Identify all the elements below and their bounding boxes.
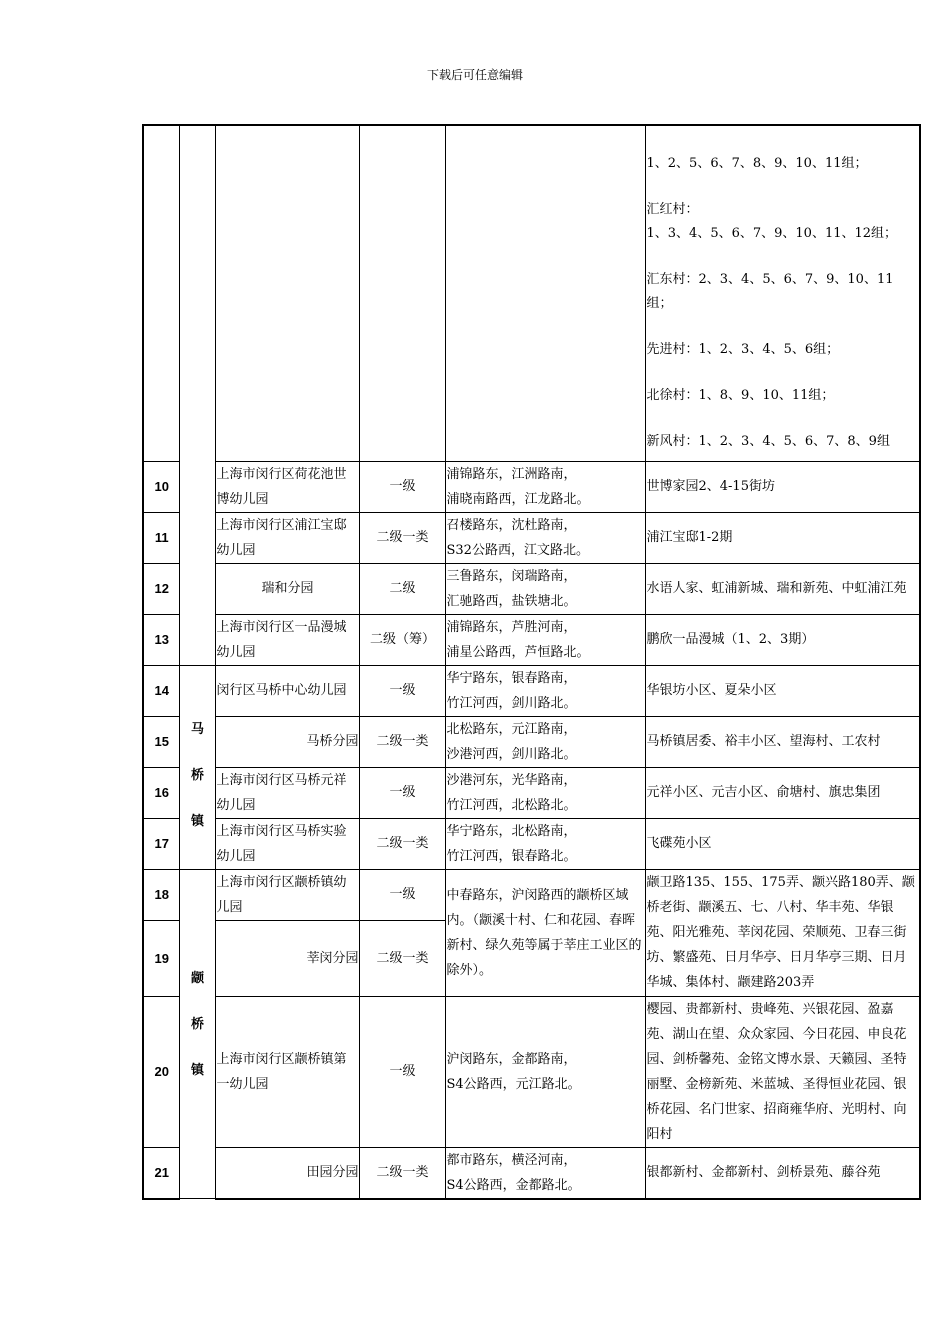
enrollment-scope: 都市路东，横泾河南， S4公路西，金都路北。 — [445, 1147, 645, 1199]
enrollment-scope: 三鲁路东，闵瑞路南， 汇驰路西，盐铁塘北。 — [445, 563, 645, 614]
zone-group-1: 1、2、5、6、7、8、9、10、11组； — [646, 155, 868, 171]
row-number: 21 — [143, 1147, 179, 1199]
table-row — [143, 1147, 920, 1199]
kindergarten-name: 上海市闵行区一品漫城幼儿园 — [215, 614, 359, 665]
kindergarten-level: 二级一类 — [359, 920, 445, 996]
level-cell-empty — [359, 125, 445, 461]
zone-group-xinfeng: 新风村：1、2、3、4、5、6、7、8、9组 — [646, 433, 890, 449]
residential-zone: 华银坊小区、夏朵小区 — [645, 665, 920, 716]
residential-zone: 飞碟苑小区 — [645, 818, 920, 869]
kindergarten-name: 上海市闵行区马桥实验幼儿园 — [215, 818, 359, 869]
table-row — [143, 869, 920, 920]
kindergarten-level: 二级一类 — [359, 512, 445, 563]
residential-zone: 水语人家、虹浦新城、瑞和新苑、中虹浦江苑 — [645, 563, 920, 614]
row-number: 19 — [143, 920, 179, 996]
row-number: 13 — [143, 614, 179, 665]
table-row — [143, 767, 920, 818]
enrollment-scope: 北松路东，元江路南， 沙港河西，剑川路北。 — [445, 716, 645, 767]
kindergarten-name: 闵行区马桥中心幼儿园 — [215, 665, 359, 716]
row-number: 16 — [143, 767, 179, 818]
row-number: 15 — [143, 716, 179, 767]
row-number: 14 — [143, 665, 179, 716]
name-cell-empty — [215, 125, 359, 461]
table-row — [143, 716, 920, 767]
scope-cell-empty — [445, 125, 645, 461]
residential-zone: 元祥小区、元吉小区、俞塘村、旗忠集团 — [645, 767, 920, 818]
kindergarten-level: 一级 — [359, 767, 445, 818]
enrollment-scope: 华宁路东，银春路南， 竹江河西，剑川路北。 — [445, 665, 645, 716]
kindergarten-level: 二级（筹） — [359, 614, 445, 665]
row-number: 11 — [143, 512, 179, 563]
residential-zone: 浦江宝邸1-2期 — [645, 512, 920, 563]
zone-group-beixu: 北徐村：1、8、9、10、11组； — [646, 387, 835, 403]
row-number: 18 — [143, 869, 179, 920]
enrollment-scope: 浦锦路东，江洲路南， 浦晓南路西，江龙路北。 — [445, 461, 645, 512]
kindergarten-level: 一级 — [359, 665, 445, 716]
row-number: 12 — [143, 563, 179, 614]
residential-zone: 马桥镇居委、裕丰小区、望海村、工农村 — [645, 716, 920, 767]
table-row — [143, 563, 920, 614]
table-row — [143, 818, 920, 869]
table-row — [143, 512, 920, 563]
row-number: 17 — [143, 818, 179, 869]
row-number: 20 — [143, 996, 179, 1147]
zone-group-huidong: 汇东村：2、3、4、5、6、7、9、10、11组； — [646, 271, 894, 311]
enrollment-scope: 沪闵路东，金都路南， S4公路西，元江路北。 — [445, 996, 645, 1147]
row-number: 10 — [143, 461, 179, 512]
kindergarten-zone-table — [142, 124, 921, 1200]
kindergarten-name: 上海市闵行区马桥元祥幼儿园 — [215, 767, 359, 818]
kindergarten-level: 一级 — [359, 996, 445, 1147]
zone-group-xianjin: 先进村：1、2、3、4、5、6组； — [646, 341, 840, 357]
kindergarten-level: 二级 — [359, 563, 445, 614]
residential-zone-merged: 颛卫路135、155、175弄、颛兴路180弄、颛桥老街、颛溪五、七、八村、华丰苑、华银苑、阳光雅苑、莘闵花园、荣顺苑、卫春三街坊、繁盛苑、日月华亭、日月华亭三期、日月华城、集体村、颛建路203弄 — [645, 869, 920, 996]
residential-zone: 樱园、贵都新村、贵峰苑、兴银花园、盈嘉苑、湖山在望、众众家园、今日花园、申良花园、剑桥馨苑、金铭文博水景、天籁园、圣特丽墅、金榜新苑、米蓝城、圣得恒业花园、银桥花园、名门世家、招商雍华府、光明村、向阳村 — [645, 996, 920, 1147]
table-row — [143, 996, 920, 1147]
page-header-note: 下载后可任意编辑 — [426, 68, 523, 82]
enrollment-scope: 召楼路东，沈杜路南， S32公路西，江文路北。 — [445, 512, 645, 563]
residential-zone: 鹏欣一品漫城（1、2、3期） — [645, 614, 920, 665]
table-row-continued — [143, 125, 920, 461]
num-cell-empty — [143, 125, 179, 461]
kindergarten-name: 莘闵分园 — [215, 920, 359, 996]
kindergarten-name: 上海市闵行区荷花池世博幼儿园 — [215, 461, 359, 512]
town-cell-zhuanqiao: 颛 桥 镇 — [179, 869, 215, 1199]
kindergarten-level: 一级 — [359, 869, 445, 920]
town-cell-maqiao: 马 桥 镇 — [179, 665, 215, 869]
enrollment-scope: 浦锦路东，芦胜河南， 浦星公路西，芦恒路北。 — [445, 614, 645, 665]
table-row — [143, 461, 920, 512]
kindergarten-name: 上海市闵行区颛桥镇第一幼儿园 — [215, 996, 359, 1147]
zone-group-huihong: 汇红村： 1、3、4、5、6、7、9、10、11、12组； — [646, 201, 898, 241]
kindergarten-level: 二级一类 — [359, 818, 445, 869]
kindergarten-level: 二级一类 — [359, 716, 445, 767]
table-row — [143, 665, 920, 716]
kindergarten-name: 上海市闵行区颛桥镇幼儿园 — [215, 869, 359, 920]
zone-cell-continued — [645, 125, 920, 461]
enrollment-scope: 华宁路东，北松路南， 竹江河西，银春路北。 — [445, 818, 645, 869]
kindergarten-name: 瑞和分园 — [215, 563, 359, 614]
kindergarten-name: 马桥分园 — [215, 716, 359, 767]
town-cell-pujiang-continued — [179, 125, 215, 665]
residential-zone: 世博家园2、4-15街坊 — [645, 461, 920, 512]
kindergarten-level: 二级一类 — [359, 1147, 445, 1199]
enrollment-scope-merged: 中春路东，沪闵路西的颛桥区域内。（颛溪十村、仁和花园、春晖新村、绿久苑等属于莘庄工业区的除外）。 — [445, 869, 645, 996]
enrollment-scope: 沙港河东，光华路南， 竹江河西，北松路北。 — [445, 767, 645, 818]
residential-zone: 银都新村、金都新村、剑桥景苑、藤谷苑 — [645, 1147, 920, 1199]
kindergarten-name: 上海市闵行区浦江宝邸幼儿园 — [215, 512, 359, 563]
kindergarten-level: 一级 — [359, 461, 445, 512]
kindergarten-name: 田园分园 — [215, 1147, 359, 1199]
table-row — [143, 614, 920, 665]
